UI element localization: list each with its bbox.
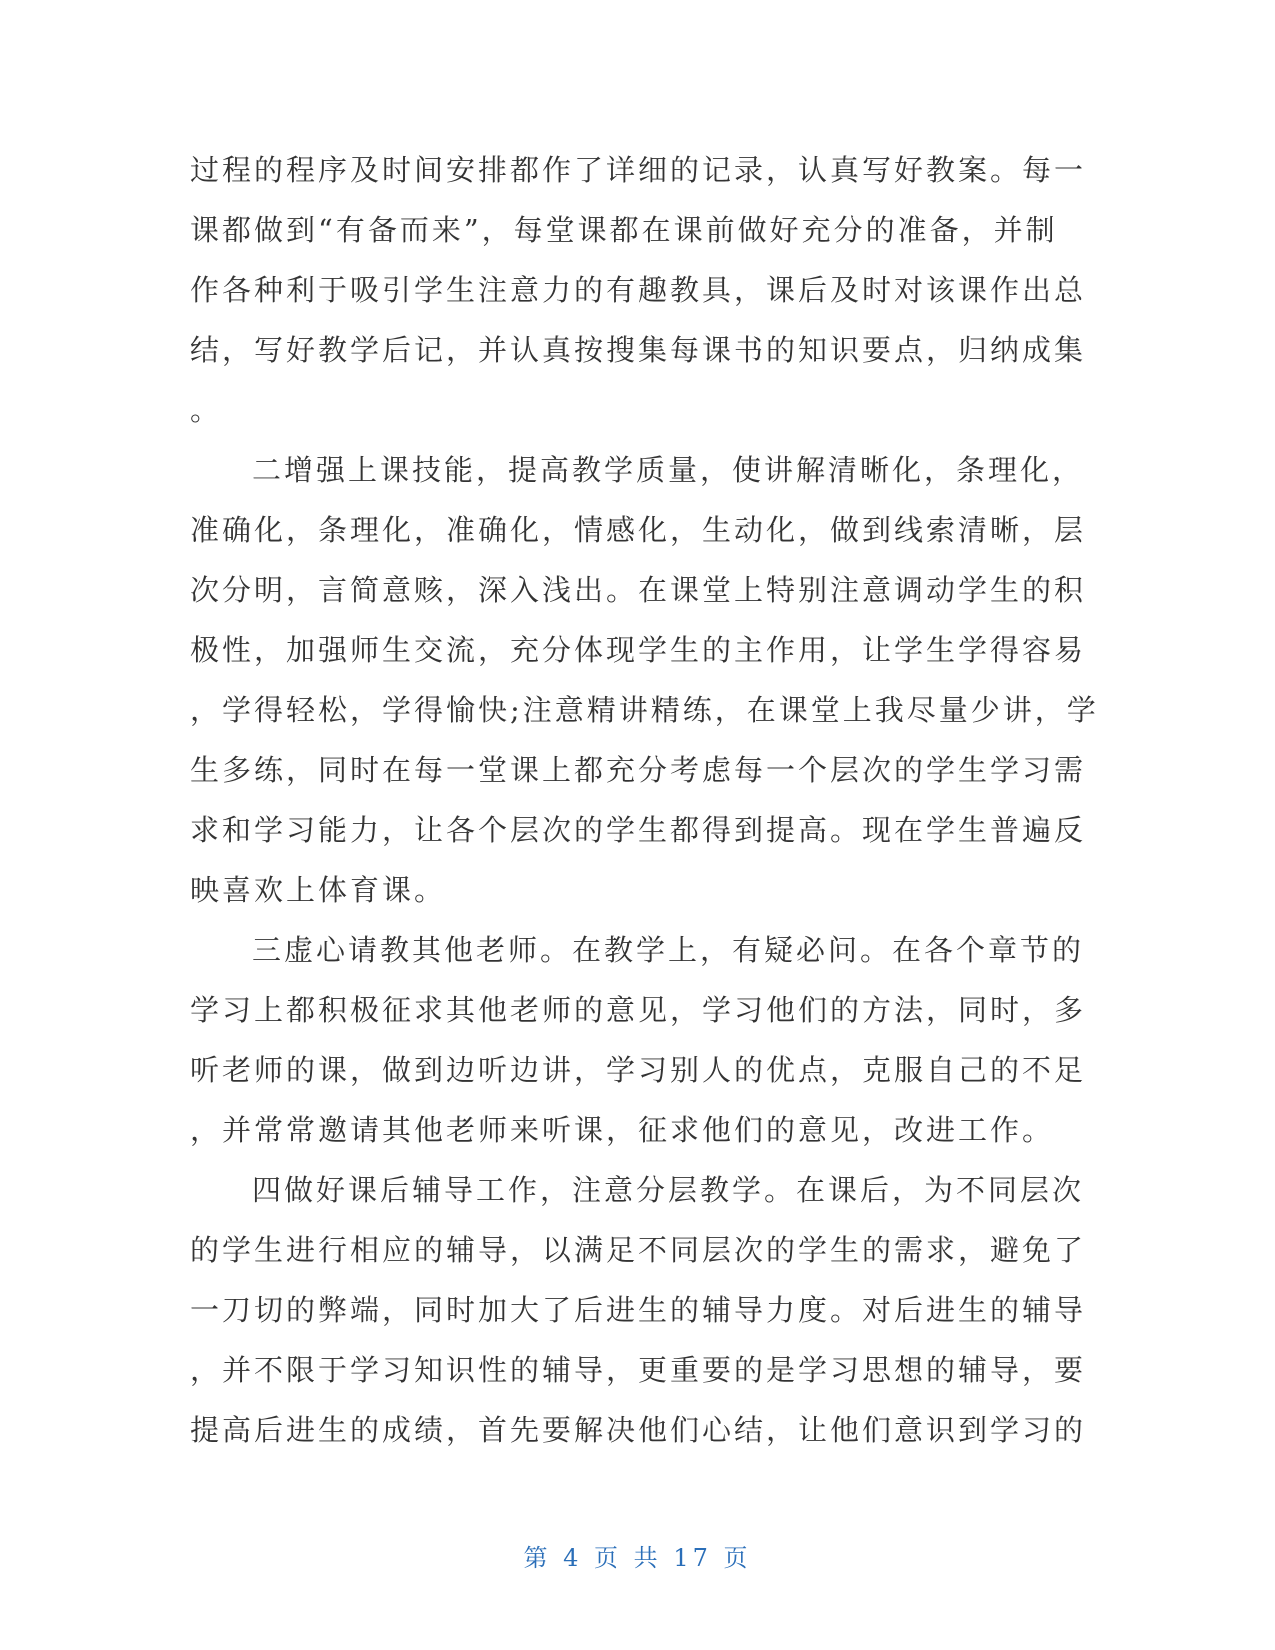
text-line: ，并常常邀请其他老师来听课，征求他们的意见，改进工作。: [190, 1113, 1055, 1147]
footer-suffix: 页: [723, 1544, 752, 1572]
text-line: 一刀切的弊端，同时加大了后进生的辅导力度。对后进生的辅导: [190, 1293, 1087, 1327]
text-line: ，学得轻松，学得愉快;注意精讲精练，在课堂上我尽量少讲，学: [190, 693, 1099, 727]
text-line: 生多练，同时在每一堂课上都充分考虑每一个层次的学生学习需: [190, 753, 1087, 787]
paragraph-start-line: 三虚心请教其他老师。在教学上，有疑必问。在各个章节的: [252, 933, 1085, 967]
text-line: 学习上都积极征求其他老师的意见，学习他们的方法，同时，多: [190, 993, 1087, 1027]
text-line: 作各种利于吸引学生注意力的有趣教具，课后及时对该课作出总: [190, 273, 1087, 307]
text-line: 。: [190, 393, 223, 427]
text-line: ，并不限于学习知识性的辅导，更重要的是学习思想的辅导，要: [190, 1353, 1087, 1387]
current-page-number: 4: [563, 1544, 583, 1572]
text-line: 求和学习能力，让各个层次的学生都得到提高。现在学生普遍反: [190, 813, 1087, 847]
text-line: 极性，加强师生交流，充分体现学生的主作用，让学生学得容易: [190, 633, 1087, 667]
text-line: 准确化，条理化，准确化，情感化，生动化，做到线索清晰，层: [190, 513, 1087, 547]
text-line: 次分明，言简意赅，深入浅出。在课堂上特别注意调动学生的积: [190, 573, 1087, 607]
text-line: 过程的程序及时间安排都作了详细的记录，认真写好教案。每一: [190, 153, 1087, 187]
text-line: 听老师的课，做到边听边讲，学习别人的优点，克服自己的不足: [190, 1053, 1087, 1087]
paragraph-start-line: 二增强上课技能，提高教学质量，使讲解清晰化，条理化，: [252, 453, 1085, 487]
text-line: 课都做到“有备而来”，每堂课都在课前做好充分的准备，并制: [190, 213, 1058, 247]
text-line: 的学生进行相应的辅导，以满足不同层次的学生的需求，避免了: [190, 1233, 1087, 1267]
page-footer: [0, 1538, 1275, 1573]
footer-prefix: 第: [523, 1544, 552, 1572]
body-text: [190, 140, 1099, 1460]
footer-middle: 页 共: [594, 1544, 662, 1572]
text-line: 提高后进生的成绩，首先要解决他们心结，让他们意识到学习的: [190, 1413, 1087, 1447]
total-page-count: 17: [673, 1544, 712, 1572]
text-line: 结，写好教学后记，并认真按搜集每课书的知识要点，归纳成集: [190, 333, 1087, 367]
paragraph-start-line: 四做好课后辅导工作，注意分层教学。在课后，为不同层次: [252, 1173, 1085, 1207]
text-line: 映喜欢上体育课。: [190, 873, 447, 907]
